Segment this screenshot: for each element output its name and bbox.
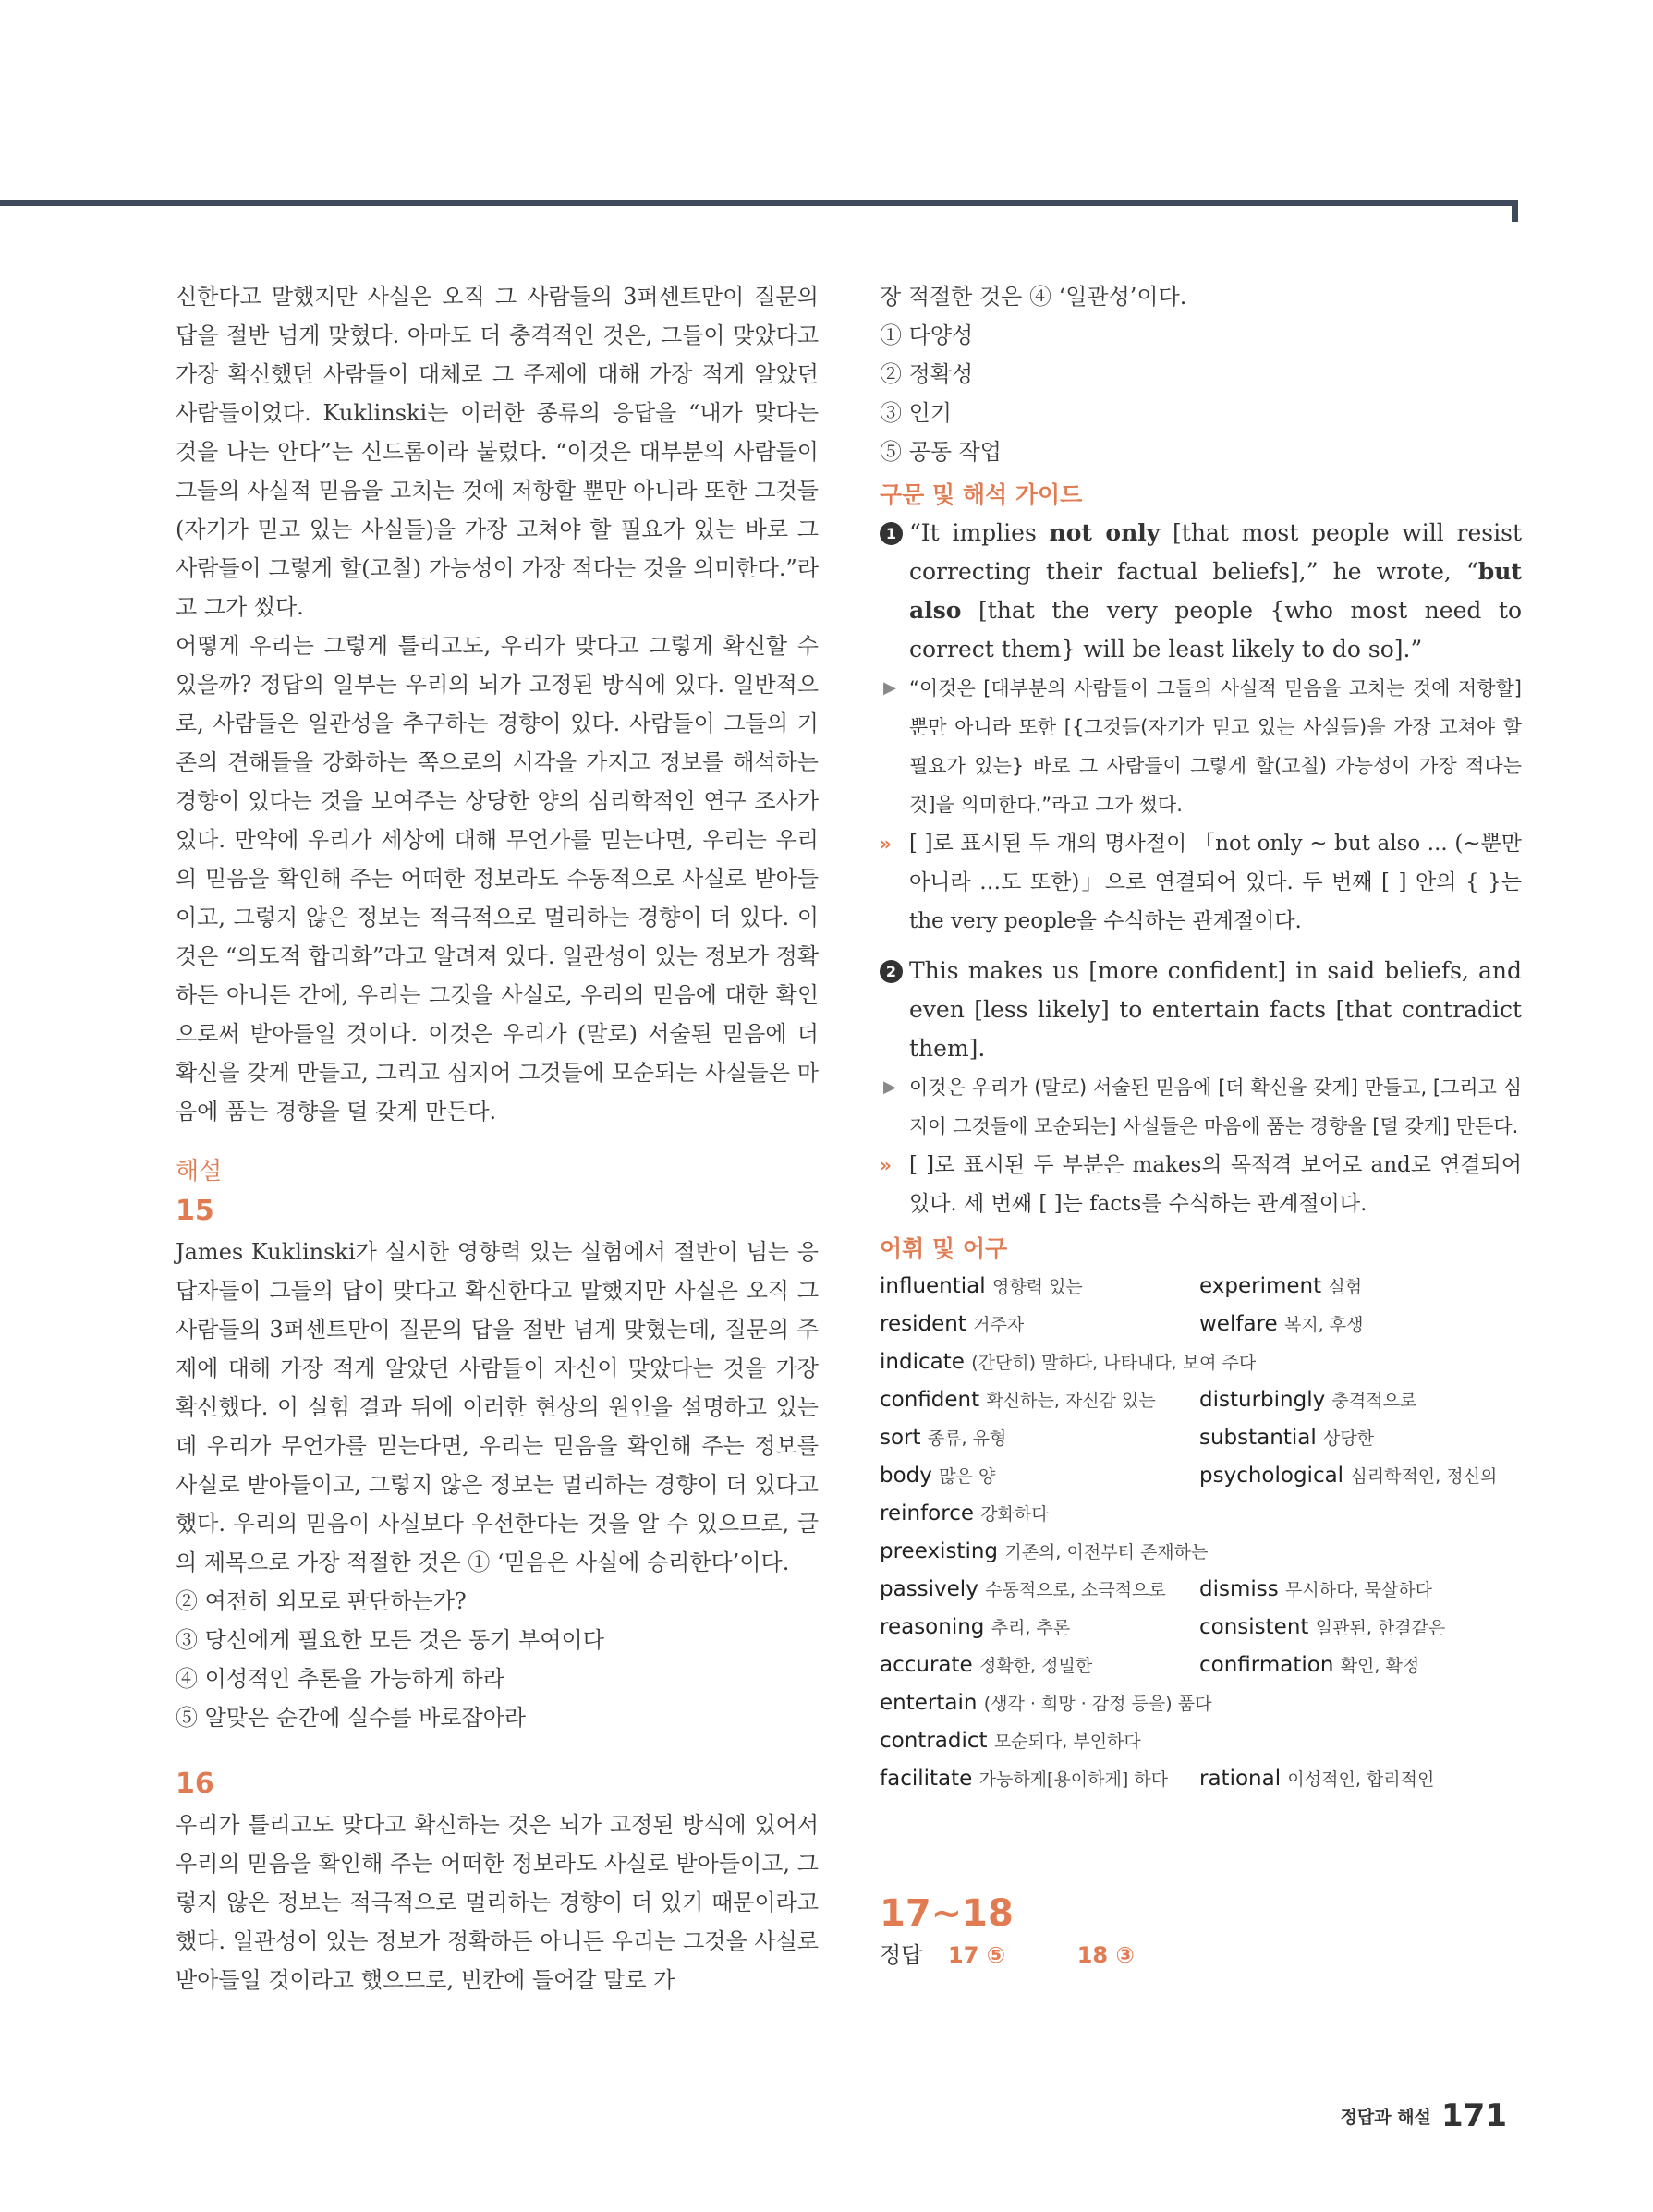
vocab-meaning: 영향력 있는 [991,1277,1083,1297]
vocab-word: facilitate [880,1767,973,1791]
vocab-entry [1199,1609,1519,1647]
page-footer [1341,2097,1507,2134]
answer-18: 18 ③ [1076,1942,1135,1968]
answer-label: 정답 [880,1942,923,1968]
explanation-heading: 해설 [176,1158,223,1185]
vocab-entry [880,1268,1199,1306]
sentence-1-grammar-note: » [ ]로 표시된 두 개의 명사절이 「not only ~ but also ... (~뿐만 아니라 …도 또한)」으로 연결되어 있다. 두 번째 [ ] 안의 { }는 the very people을 수식하는 관계절이다. [880,824,1522,941]
vocab-meaning: 복지, 후생 [1283,1315,1364,1335]
vocab-meaning: 심리학적인, 정신의 [1350,1466,1498,1487]
passage-translation-p2: 어떻게 우리는 그렇게 틀리고도, 우리가 맞다고 그렇게 확신할 수 있을까? 정답의 일부는 우리의 뇌가 고정된 방식에 있다. 일반적으로, 사람들은 일관성을 추구하는 경향이 있다. 사람들이 그들의 기존의 견해들을 강화하는 쪽으로의 시각을 가지고 정보를 해석하는 경향이 있다는 것을 보여주는 상당한 양의 심리학적인 연구 조사가 있다. 만약에 우리가 세상에 대해 무언가를 믿는다면, 우리는 우리의 믿음을 확인해 주는 어떠한 정보라도 수동적으로 사실로 받아들이고, 그렇지 않은 정보는 적극적으로 멀리하는 경향이 더 있다. 이것은 “의도적 합리화”라고 알려져 있다. 일관성이 있는 정보가 정확하든 아니든 간에, 우리는 그것을 사실로, 우리의 믿음에 대한 확인으로써 받아들일 것이다. 이것은 우리가 (말로) 서술된 믿음에 더 확신을 갖게 만들고, 그리고 심지어 그것들에 모순되는 사실들은 마음에 품는 경향을 덜 갖게 만든다. [176,633,819,1124]
vocab-row [880,1533,1522,1571]
vocab-meaning: 확신하는, 자신감 있는 [986,1391,1156,1411]
page-number: 171 [1441,2097,1507,2134]
vocab-word: psychological [1199,1464,1344,1488]
footer-label: 정답과 해설 [1340,2107,1431,2128]
vocab-entry [880,1306,1199,1343]
vocab-meaning: 실험 [1328,1277,1363,1297]
vocab-word: influential [880,1274,986,1298]
answer-number: 17~18 [880,1892,1014,1935]
vocab-word: confident [880,1388,980,1412]
vocab-word: welfare [1199,1312,1278,1336]
vocab-word: reinforce [880,1501,974,1525]
left-column [176,277,819,1999]
question-15-explanation: James Kuklinski가 실시한 영향력 있는 실험에서 절반이 넘는 응답자들이 그들의 답이 맞다고 확신한다고 말했지만 사실은 오직 그 사람들의 3퍼센트만이 질문의 답을 절반 넘게 맞혔는데, 질문의 주제에 대해 가장 적게 알았던 사람들이 자신이 맞았다는 것을 가장 확신했다. 이 실험 결과 뒤에 이러한 현상의 원인을 설명하고 있는데 우리가 무언가를 믿는다면, 우리는 믿음을 확인해 주는 정보를 사실로 받아들이고, 그렇지 않은 정보는 멀리하는 경향이 더 있다고 했다. 우리의 믿음이 사실보다 우선한다는 것을 알 수 있으므로, 글의 제목으로 가장 적절한 것은 ① ‘믿음은 사실에 승리한다’이다. [176,1239,819,1575]
vocab-row [880,1343,1522,1381]
vocab-meaning: 이성적인, 합리적인 [1287,1769,1435,1790]
triangle-bullet-icon: ▶ [883,678,896,698]
q16-option: ③ 인기 [880,400,952,426]
sentence-1-translation: ▶ “이것은 [대부분의 사람들이 그들의 사실적 믿음을 고치는 것에 저항할] 뿐만 아니라 또한 [{그것들(자기가 믿고 있는 사실들)을 가장 고쳐야 할 필요가 있는} 바로 그 사람들이 그렇게 할(고칠) 가능성이 가장 적다는 것]을 의미한다.”라고 그가 썼다. [880,669,1522,824]
vocab-entry [880,1381,1199,1419]
vocab-list [880,1268,1522,1798]
vocab-meaning: 추리, 추론 [991,1618,1071,1638]
vocab-entry [880,1571,1199,1609]
question-15-number: 15 [176,1195,214,1227]
vocab-word: rational [1199,1767,1282,1791]
vocab-meaning: 무시하다, 묵살하다 [1285,1580,1432,1600]
vocab-entry [880,1495,1199,1533]
vocab-entry [1199,1268,1519,1306]
vocab-meaning: 정확한, 정밀한 [979,1656,1093,1676]
guide-heading: 구문 및 해석 가이드 [880,481,1083,508]
vocab-entry [1199,1647,1519,1684]
vocab-row [880,1684,1522,1722]
vocab-meaning: 확인, 확정 [1340,1656,1420,1676]
q15-option: ⑤ 알맞은 순간에 실수를 바로잡아라 [176,1705,527,1731]
vocab-meaning: 강화하다 [980,1504,1049,1525]
question-16-explanation: 우리가 틀리고도 맞다고 확신하는 것은 뇌가 고정된 방식에 있어서 우리의 믿음을 확인해 주는 어떠한 정보라도 사실로 받아들이고, 그렇지 않은 정보는 적극적으로 멀리하는 경향이 더 있기 때문이라고 했다. 일관성이 있는 정보가 정확하든 아니든 우리는 그것을 사실로 받아들일 것이라고 했으므로, 빈칸에 들어갈 말로 가 [176,1812,819,1993]
sentence-1-english: 1 “It implies not only [that most people will resist correcting their factual beliefs],” he wrote, “but also [that the very people {who most need to correct them} will be least likely to do so].” [880,514,1522,669]
question-16-number: 16 [176,1768,214,1800]
number-bullet-icon: 1 [880,522,903,545]
top-rule-tick [1512,200,1518,222]
q16-option: ② 정확성 [880,361,974,387]
number-bullet-icon: 2 [880,960,903,983]
vocab-word: accurate [880,1653,973,1677]
q15-option: ② 여전히 외모로 판단하는가? [176,1588,467,1614]
vocab-row [880,1268,1522,1306]
vocab-entry [880,1647,1199,1684]
vocab-meaning: (생각 · 희망 · 감정 등을) 품다 [983,1694,1212,1714]
vocab-entry [880,1609,1199,1647]
vocab-row [880,1306,1522,1343]
q15-option: ③ 당신에게 필요한 모든 것은 동기 부여이다 [176,1627,604,1653]
vocab-entry [880,1533,1209,1571]
vocab-meaning: 상당한 [1323,1428,1375,1449]
vocab-entry [880,1684,1212,1722]
q16-option: ⑤ 공동 작업 [880,439,1002,465]
vocab-word: resident [880,1312,966,1336]
vocab-word: contradict [880,1729,988,1753]
vocab-row [880,1381,1522,1419]
vocab-word: entertain [880,1691,978,1715]
vocab-meaning: 모순되다, 부인하다 [993,1732,1141,1752]
vocab-row [880,1647,1522,1684]
right-column [880,277,1522,1974]
vocab-word: passively [880,1577,978,1601]
vocab-word: experiment [1199,1274,1322,1298]
vocab-entry [880,1760,1199,1798]
vocab-row [880,1571,1522,1609]
vocab-entry [1199,1571,1519,1609]
vocab-row [880,1495,1522,1533]
vocab-meaning: 가능하게[용이하게] 하다 [978,1769,1169,1790]
vocab-meaning: 충격적으로 [1331,1391,1417,1411]
vocab-word: reasoning [880,1615,985,1639]
vocab-entry [880,1722,1199,1760]
answer-17: 17 ⑤ [948,1942,1006,1968]
vocab-word: consistent [1199,1615,1309,1639]
vocab-meaning: 기존의, 이전부터 존재하는 [1004,1542,1209,1562]
vocab-entry [1199,1457,1519,1495]
vocab-word: disturbingly [1199,1388,1326,1412]
vocab-row [880,1609,1522,1647]
vocab-word: dismiss [1199,1577,1279,1601]
vocab-entry [880,1419,1199,1457]
q16-continued: 장 적절한 것은 ④ ‘일관성’이다. [880,284,1187,310]
vocab-word: confirmation [1199,1653,1334,1677]
vocab-word: body [880,1464,932,1488]
vocab-entry [880,1343,1257,1381]
answer-line [880,1937,1522,1974]
vocab-meaning: 많은 양 [939,1466,996,1487]
triangle-bullet-icon: ▶ [883,1077,896,1097]
vocab-entry [1199,1419,1519,1457]
vocab-row [880,1457,1522,1495]
top-rule [0,200,1515,206]
double-chevron-icon: » [880,1154,892,1176]
vocab-row [880,1722,1522,1760]
passage-translation-p1: 신한다고 말했지만 사실은 오직 그 사람들의 3퍼센트만이 질문의 답을 절반 넘게 맞혔다. 아마도 더 충격적인 것은, 그들이 맞았다고 가장 확신했던 사람들이 대체로 그 주제에 대해 가장 적게 알았던 사람들이었다. Kuklinski는 이러한 종류의 응답을 “내가 맞다는 것을 나는 안다”는 신드롬이라 불렀다. “이것은 대부분의 사람들이 그들의 사실적 믿음을 고치는 것에 저항할 뿐만 아니라 또한 그것들(자기가 믿고 있는 사실들)을 가장 고쳐야 할 필요가 있는 바로 그 사람들이 그렇게 할(고칠) 가능성이 가장 적다는 것을 의미한다.”라고 그가 썼다. [176,284,819,620]
q16-option: ① 다양성 [880,322,974,348]
vocab-meaning: 거주자 [973,1315,1025,1335]
sentence-2-english: 2 This makes us [more confident] in said beliefs, and even [less likely] to entertain facts [that contradict them]. [880,952,1522,1068]
vocab-entry [1199,1760,1519,1798]
vocab-meaning: 수동적으로, 소극적으로 [985,1580,1166,1600]
vocab-entry [880,1457,1199,1495]
double-chevron-icon: » [880,833,892,855]
vocab-entry [1199,1306,1519,1343]
vocab-row [880,1760,1522,1798]
sentence-2-translation: ▶ 이것은 우리가 (말로) 서술된 믿음에 [더 확신을 갖게] 만들고, [그리고 심지어 그것들에 모순되는] 사실들은 마음에 품는 경향을 [덜 갖게] 만든다. [880,1068,1522,1146]
q15-option: ④ 이성적인 추론을 가능하게 하라 [176,1666,504,1692]
vocab-meaning: 종류, 유형 [927,1428,1007,1449]
vocab-word: substantial [1199,1426,1317,1450]
vocab-entry [1199,1381,1519,1419]
vocab-meaning: (간단히) 말하다, 나타내다, 보여 주다 [971,1353,1257,1373]
vocab-word: sort [880,1426,921,1450]
vocab-word: preexisting [880,1539,999,1563]
vocab-meaning: 일관된, 한결같은 [1315,1618,1446,1638]
vocab-row [880,1419,1522,1457]
vocab-heading: 어휘 및 어구 [880,1235,1008,1262]
sentence-2-grammar-note: » [ ]로 표시된 두 부분은 makes의 목적격 보어로 and로 연결되어 있다. 세 번째 [ ]는 facts를 수식하는 관계절이다. [880,1146,1522,1223]
vocab-word: indicate [880,1350,965,1374]
